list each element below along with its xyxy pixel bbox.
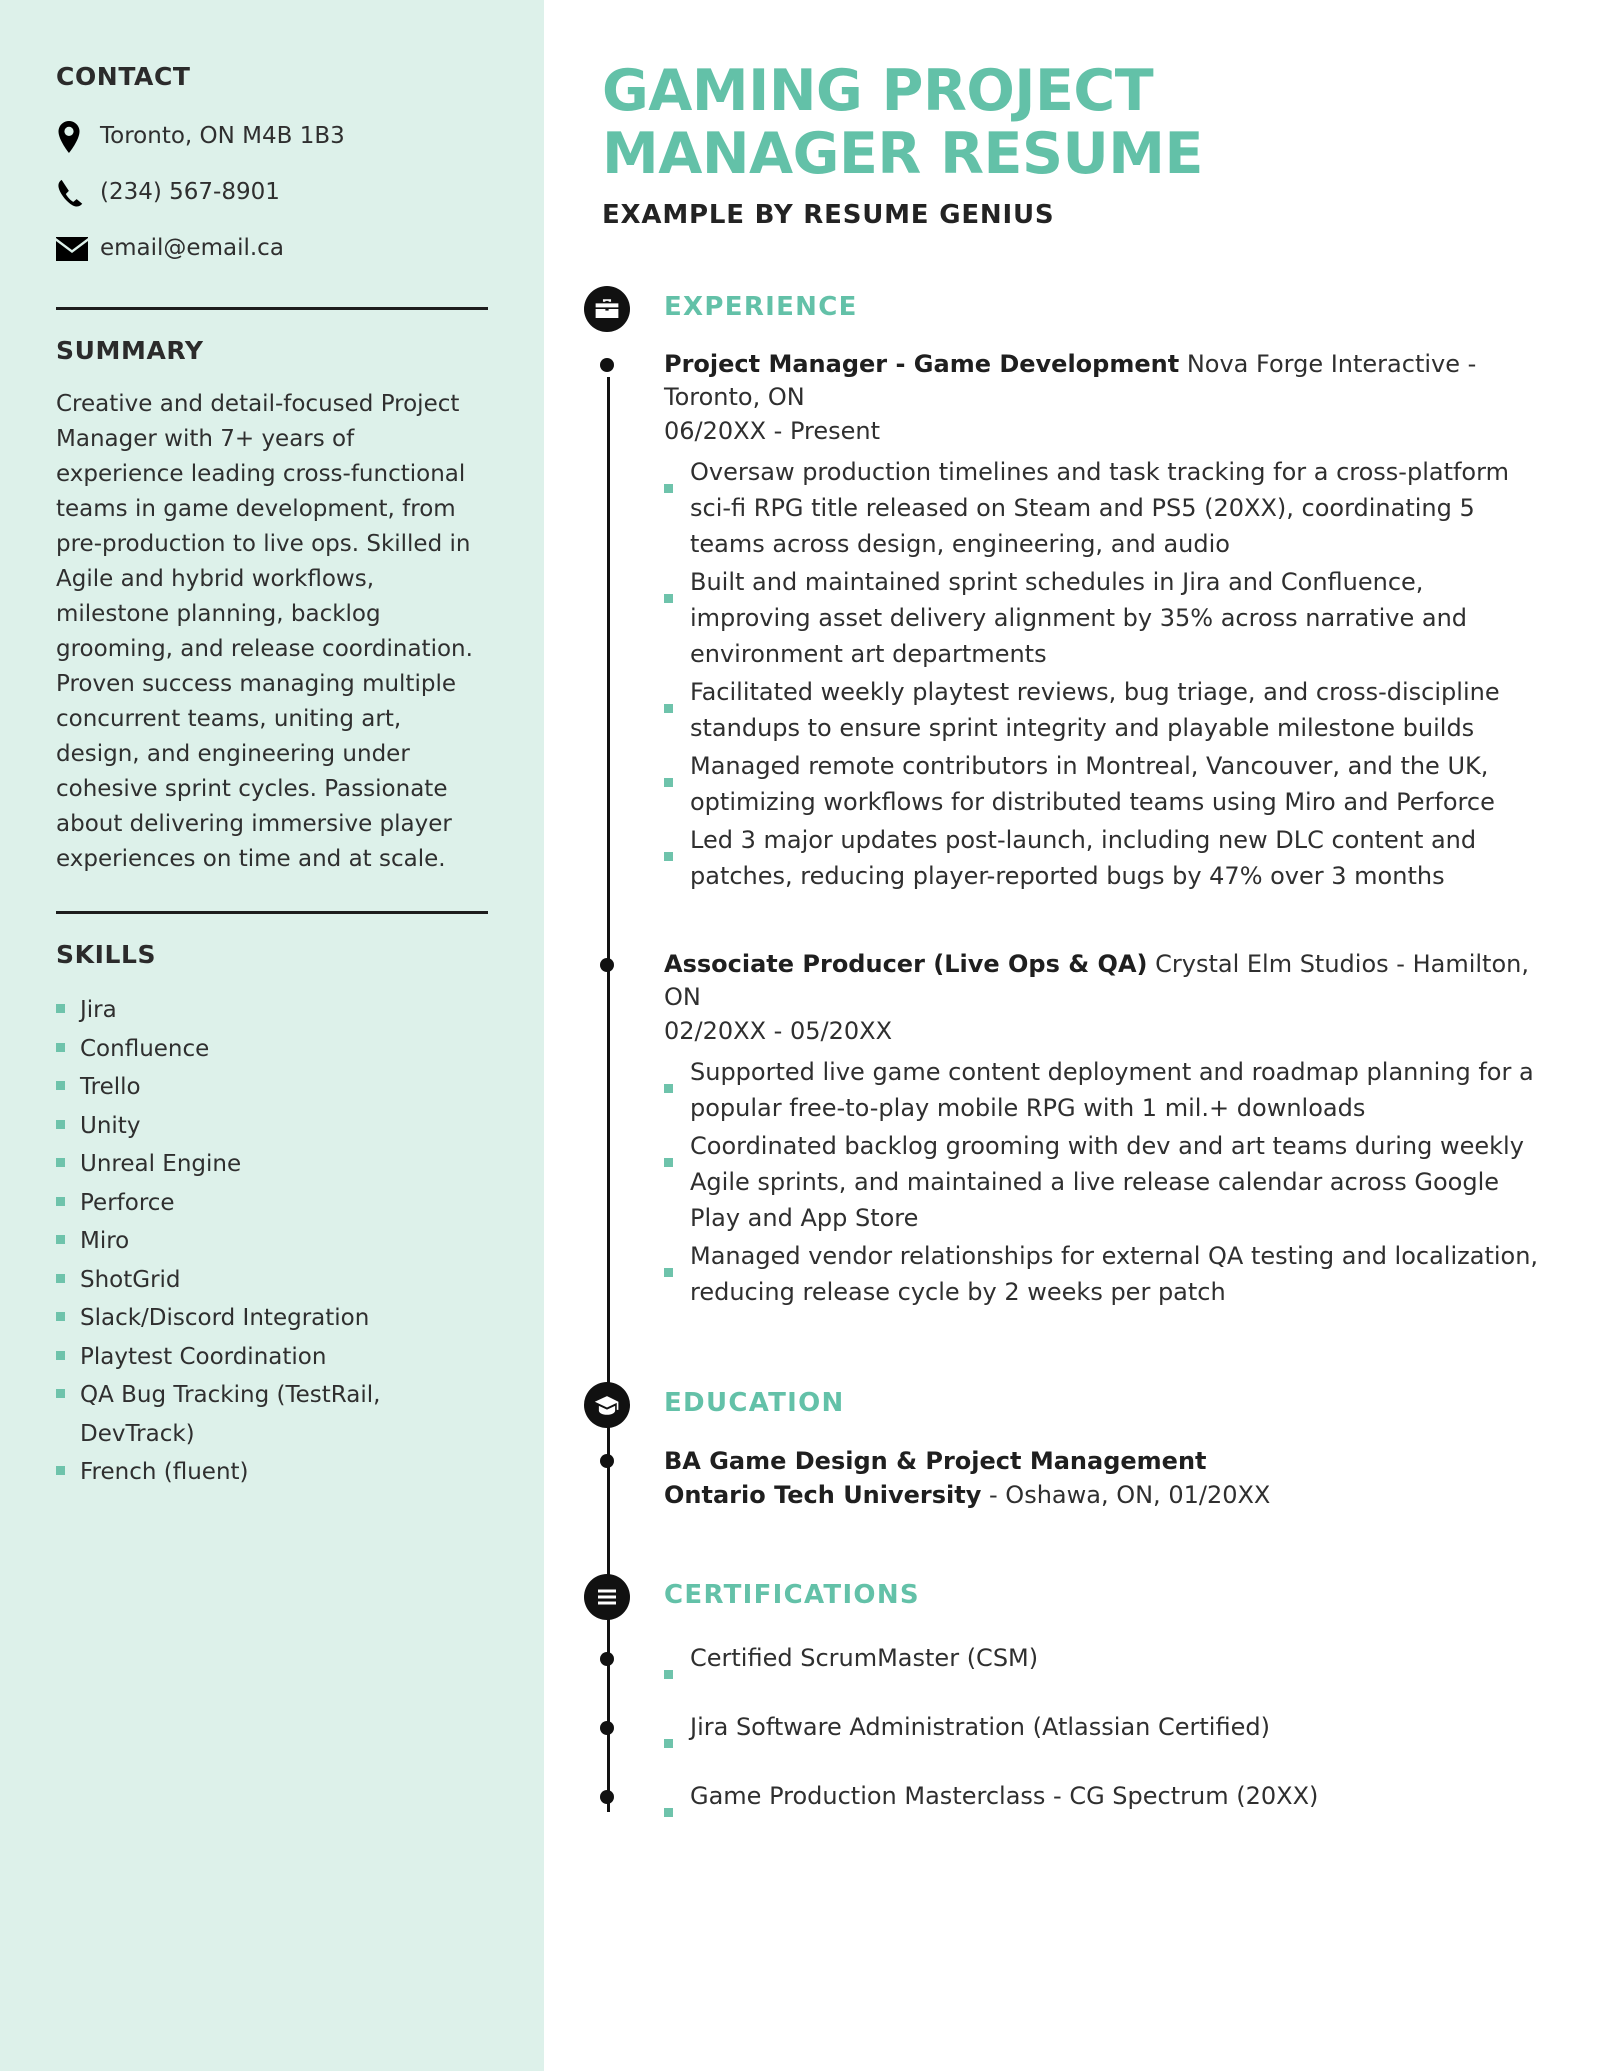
main-content (544, 0, 1600, 2071)
skill-item (56, 1261, 488, 1300)
contact-heading: CONTACT (56, 62, 191, 91)
education-detail: - Oshawa, ON, 01/20XX (981, 1481, 1271, 1509)
bullet-square-icon (56, 1376, 80, 1453)
certification-item (664, 1778, 1540, 1814)
certification-text: Game Production Masterclass - CG Spectrum (20XX) (690, 1782, 1319, 1810)
bullet-square-icon (56, 1145, 80, 1184)
timeline (606, 345, 610, 2071)
timeline-dot-job (600, 958, 614, 972)
job-bullet (664, 1054, 1540, 1126)
skill-item (56, 1184, 488, 1223)
bullet-square-icon (56, 1299, 80, 1338)
job-bullet-text: Oversaw production timelines and task tracking for a cross-platform sci-fi RPG title released on Steam and PS5 (20XX), coordinating 5 teams across design, engineering, and audio (690, 458, 1509, 558)
bullet-square-icon (664, 1778, 690, 1814)
job-bullet (664, 822, 1540, 894)
contact-item-email (56, 225, 488, 273)
skill-label: Confluence (80, 1035, 210, 1062)
contact-item-phone (56, 169, 488, 217)
skill-label: Unity (80, 1112, 141, 1139)
timeline-dot-certification (600, 1721, 614, 1735)
skill-item (56, 1453, 488, 1492)
certification-text: Certified ScrumMaster (CSM) (690, 1644, 1039, 1672)
certifications-heading: CERTIFICATIONS (664, 1580, 920, 1610)
briefcase-icon (584, 286, 630, 332)
certification-item (664, 1640, 1540, 1676)
skills-heading: SKILLS (56, 940, 157, 969)
skill-label: Playtest Coordination (80, 1343, 327, 1370)
bullet-square-icon (664, 454, 690, 562)
bullet-square-icon (664, 564, 690, 672)
skill-item (56, 1107, 488, 1146)
title-line-2: MANAGER RESUME (602, 121, 1203, 187)
skill-label: ShotGrid (80, 1266, 181, 1293)
skill-item (56, 991, 488, 1030)
bullet-square-icon (56, 1453, 80, 1492)
list-icon (584, 1574, 630, 1620)
phone-icon (56, 178, 100, 208)
skill-item (56, 1030, 488, 1069)
job-bullet-list (664, 1054, 1540, 1310)
bullet-square-icon (56, 1222, 80, 1261)
education-heading: EDUCATION (664, 1388, 845, 1418)
job-bullet-text: Managed remote contributors in Montreal, Vancouver, and the UK, optimizing workflows for distributed teams using Miro and Perforce (690, 752, 1495, 816)
education-school: Ontario Tech University (664, 1481, 982, 1509)
skill-label: Unreal Engine (80, 1151, 242, 1177)
bullet-square-icon (664, 1128, 690, 1236)
page-subtitle: EXAMPLE BY RESUME GENIUS (602, 200, 1055, 230)
certification-item (664, 1709, 1540, 1745)
job-bullet (664, 1238, 1540, 1310)
skills-list (56, 991, 488, 1492)
skill-item (56, 1222, 488, 1261)
page-title (544, 60, 1540, 186)
contact-item-location (56, 113, 488, 161)
bullet-square-icon (56, 1068, 80, 1107)
timeline-dot-certification (600, 1790, 614, 1804)
experience-entry (544, 948, 1540, 1310)
location-pin-icon (56, 121, 100, 153)
job-title: Project Manager - Game Development (664, 350, 1180, 378)
job-header (664, 348, 1540, 414)
job-header (664, 948, 1540, 1014)
skill-label: Trello (80, 1074, 141, 1100)
bullet-square-icon (664, 748, 690, 820)
sidebar-divider-summary (56, 307, 488, 310)
bullet-square-icon (664, 1238, 690, 1310)
skill-label: French (fluent) (80, 1459, 249, 1485)
contact-email-text: email@email.ca (100, 235, 284, 262)
education-section (544, 1382, 1540, 1418)
bullet-square-icon (664, 674, 690, 746)
bullet-square-icon (56, 1338, 80, 1377)
certifications-list (544, 1640, 1540, 1814)
bullet-square-icon (664, 1054, 690, 1126)
summary-heading: SUMMARY (56, 336, 204, 365)
experience-heading: EXPERIENCE (664, 292, 858, 322)
education-entry (544, 1444, 1540, 1512)
envelope-icon (56, 237, 100, 261)
job-bullet (664, 674, 1540, 746)
job-company: Nova Forge Interactive - Toronto, ON (664, 350, 1477, 411)
experience-jobs (544, 348, 1540, 1310)
job-company: Crystal Elm Studios - Hamilton, ON (664, 950, 1529, 1011)
certification-text: Jira Software Administration (Atlassian Certified) (690, 1713, 1270, 1741)
job-dates: 06/20XX - Present (664, 417, 881, 445)
education-school-line (664, 1478, 1540, 1512)
sidebar (0, 0, 544, 2071)
summary-section (56, 336, 488, 877)
job-bullet (664, 1128, 1540, 1236)
timeline-dot-education (600, 1454, 614, 1468)
experience-entry (544, 348, 1540, 894)
job-title: Associate Producer (Live Ops & QA) (664, 950, 1148, 978)
bullet-square-icon (664, 822, 690, 894)
job-bullet (664, 564, 1540, 672)
skill-item (56, 1376, 488, 1453)
bullet-square-icon (664, 1640, 690, 1676)
skill-item (56, 1068, 488, 1107)
timeline-dot-certification (600, 1652, 614, 1666)
contact-phone-text: (234) 567-8901 (100, 179, 280, 206)
bullet-square-icon (56, 991, 80, 1030)
certifications-section (544, 1574, 1540, 1610)
job-bullet (664, 454, 1540, 562)
job-bullet (664, 748, 1540, 820)
bullet-square-icon (56, 1030, 80, 1069)
bullet-square-icon (56, 1261, 80, 1300)
job-bullet-text: Managed vendor relationships for external QA testing and localization, reducing release cycle by 2 weeks per patch (690, 1242, 1539, 1306)
job-dates: 02/20XX - 05/20XX (664, 1017, 893, 1045)
skill-label: Jira (80, 997, 117, 1023)
skill-item (56, 1299, 488, 1338)
timeline-dot-job (600, 358, 614, 372)
sidebar-divider-skills (56, 911, 488, 914)
contact-section (56, 62, 488, 273)
job-bullet-text: Facilitated weekly playtest reviews, bug triage, and cross-discipline standups to ensure sprint integrity and playable milestone builds (690, 678, 1500, 742)
skill-label: QA Bug Tracking (TestRail, DevTrack) (80, 1382, 381, 1447)
job-bullet-text: Built and maintained sprint schedules in Jira and Confluence, improving asset delivery alignment by 35% across narrative and environment art departments (690, 568, 1468, 668)
skill-item (56, 1145, 488, 1184)
title-line-1: GAMING PROJECT (602, 58, 1154, 124)
bullet-square-icon (664, 1709, 690, 1745)
summary-text: Creative and detail-focused Project Manager with 7+ years of experience leading cross-functional teams in game development, from pre-production to live ops. Skilled in Agile and hybrid workflows, milestone planning, backlog grooming, and release coordination. Proven success managing multiple concurrent teams, uniting art, design, and engineering under cohesive sprint cycles. Passionate about delivering immersive player experiences on time and at scale. (56, 391, 473, 872)
skill-label: Miro (80, 1228, 130, 1254)
bullet-square-icon (56, 1184, 80, 1223)
skill-label: Slack/Discord Integration (80, 1305, 370, 1331)
skill-item (56, 1338, 488, 1377)
contact-location-text: Toronto, ON M4B 1B3 (100, 123, 345, 150)
job-bullet-list (664, 454, 1540, 894)
bullet-square-icon (56, 1107, 80, 1146)
job-bullet-text: Coordinated backlog grooming with dev and art teams during weekly Agile sprints, and maintained a live release calendar across Google Play and App Store (690, 1132, 1524, 1232)
job-bullet-text: Supported live game content deployment and roadmap planning for a popular free-to-play mobile RPG with 1 mil.+ downloads (690, 1058, 1534, 1122)
job-bullet-text: Led 3 major updates post-launch, including new DLC content and patches, reducing player-reported bugs by 47% over 3 months (690, 826, 1477, 890)
experience-section (544, 286, 1540, 322)
graduation-cap-icon (584, 1382, 630, 1428)
skills-section (56, 940, 488, 1492)
skill-label: Perforce (80, 1189, 175, 1216)
education-degree: BA Game Design & Project Management (664, 1447, 1207, 1475)
